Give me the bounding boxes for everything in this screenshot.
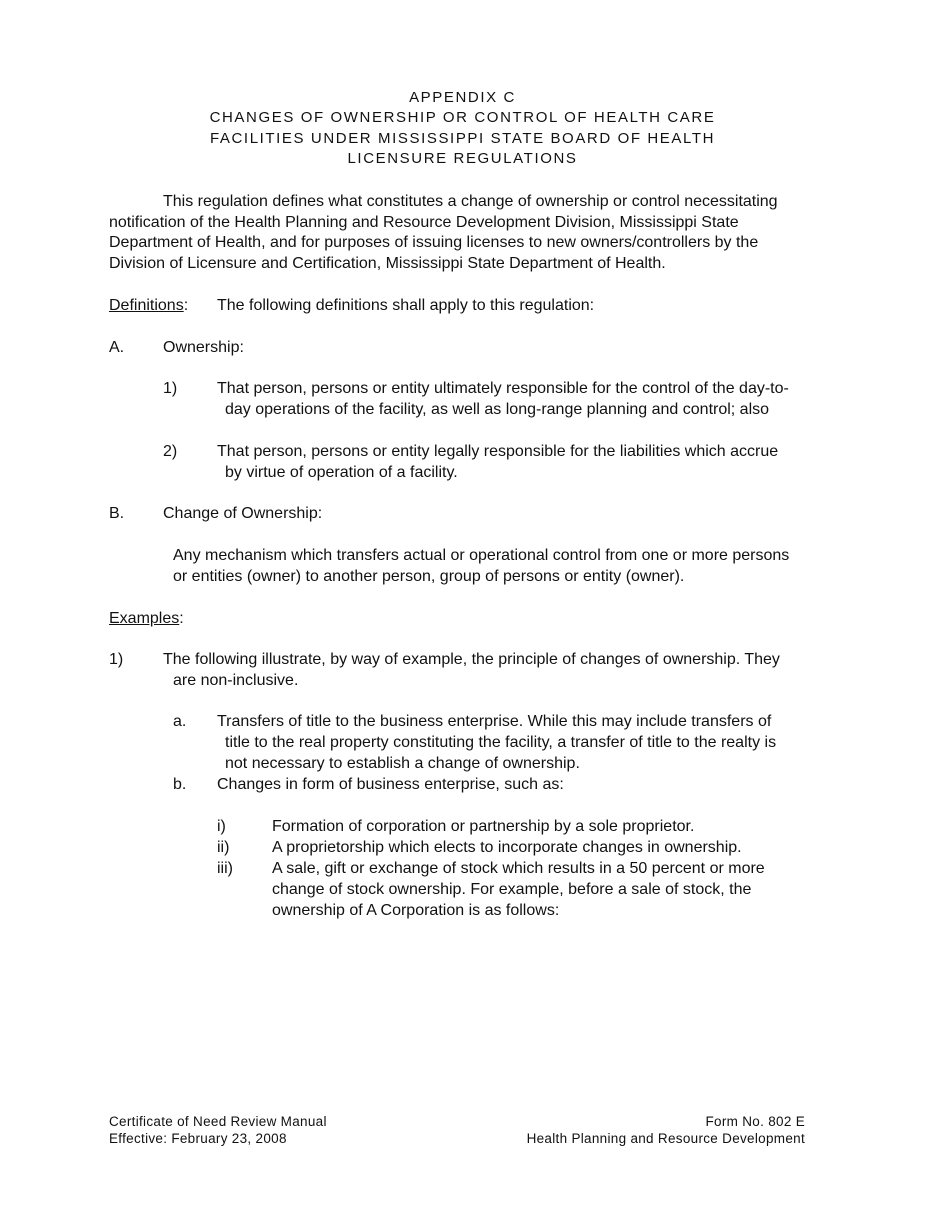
- definitions-label: Definitions: [109, 297, 184, 314]
- section-a-marker: A.: [109, 339, 125, 356]
- example-a-line-3: not necessary to establish a change of ownership.: [225, 755, 580, 772]
- intro-line-1: This regulation defines what constitutes a change of ownership or control necessitating: [163, 193, 778, 210]
- ownership-item-2-line-1: That person, persons or entity legally responsible for the liabilities which accrue: [217, 443, 779, 460]
- section-b-line-1: Any mechanism which transfers actual or operational control from one or more persons: [173, 547, 790, 564]
- ownership-item-2-line-2: by virtue of operation of a facility.: [225, 464, 458, 481]
- example-1-line-2: are non-inclusive.: [173, 672, 299, 689]
- example-b-marker: b.: [173, 776, 187, 793]
- ownership-item-1-number: 1): [163, 380, 178, 397]
- section-b-line-2: or entities (owner) to another person, group of persons or entity (owner).: [173, 568, 685, 585]
- intro-line-2: notification of the Health Planning and Resource Development Division, Mississippi State: [109, 214, 739, 231]
- example-a-line-2: title to the real property constituting the facility, a transfer of title to the realty is: [225, 734, 777, 751]
- definitions-colon: :: [183, 297, 189, 314]
- definitions-heading: [109, 295, 188, 316]
- section-b-marker: B.: [109, 505, 125, 522]
- examples-label: Examples: [109, 610, 180, 627]
- example-a-marker: a.: [173, 713, 187, 730]
- document-title-line-3: LICENSURE REGULATIONS: [347, 150, 578, 167]
- appendix-title: APPENDIX C: [409, 89, 516, 106]
- ownership-item-1-line-1: That person, persons or entity ultimately responsible for the control of the day-to-: [217, 380, 789, 397]
- examples-colon: :: [179, 610, 184, 627]
- intro-line-3: Department of Health, and for purposes of issuing licenses to new owners/controllers by the: [109, 234, 759, 251]
- sub-item-iii-line-1: A sale, gift or exchange of stock which results in a 50 percent or more: [272, 860, 765, 877]
- sub-item-iii-line-2: change of stock ownership. For example, before a sale of stock, the: [272, 881, 752, 898]
- sub-item-i-marker: i): [217, 818, 226, 835]
- definitions-text: The following definitions shall apply to this regulation:: [217, 297, 595, 314]
- example-1-line-1: The following illustrate, by way of example, the principle of changes of ownership. They: [163, 651, 780, 668]
- footer-form-number: Form No. 802 E: [705, 1114, 805, 1129]
- examples-heading: [109, 608, 184, 629]
- footer-effective-date: Effective: February 23, 2008: [109, 1131, 287, 1146]
- example-b-line-1: Changes in form of business enterprise, such as:: [217, 776, 564, 793]
- sub-item-ii-text: A proprietorship which elects to incorporate changes in ownership.: [272, 839, 742, 856]
- example-1-number: 1): [109, 651, 124, 668]
- sub-item-i-text: Formation of corporation or partnership by a sole proprietor.: [272, 818, 695, 835]
- section-b-title: Change of Ownership:: [163, 505, 323, 522]
- sub-item-ii-marker: ii): [217, 839, 230, 856]
- document-title-line-1: CHANGES OF OWNERSHIP OR CONTROL OF HEALTH CARE: [209, 109, 716, 126]
- section-a-title: Ownership:: [163, 339, 244, 356]
- sub-item-iii-line-3: ownership of A Corporation is as follows:: [272, 902, 560, 919]
- sub-item-iii-marker: iii): [217, 860, 233, 877]
- example-a-line-1: Transfers of title to the business enterprise. While this may include transfers of: [217, 713, 772, 730]
- intro-line-4: Division of Licensure and Certification, Mississippi State Department of Health.: [109, 255, 666, 272]
- ownership-item-2-number: 2): [163, 443, 178, 460]
- ownership-item-1-line-2: day operations of the facility, as well as long-range planning and control; also: [225, 401, 770, 418]
- footer-manual-title: Certificate of Need Review Manual: [109, 1114, 327, 1129]
- footer-division: Health Planning and Resource Development: [526, 1131, 805, 1146]
- document-title-line-2: FACILITIES UNDER MISSISSIPPI STATE BOARD OF HEALTH: [209, 130, 716, 147]
